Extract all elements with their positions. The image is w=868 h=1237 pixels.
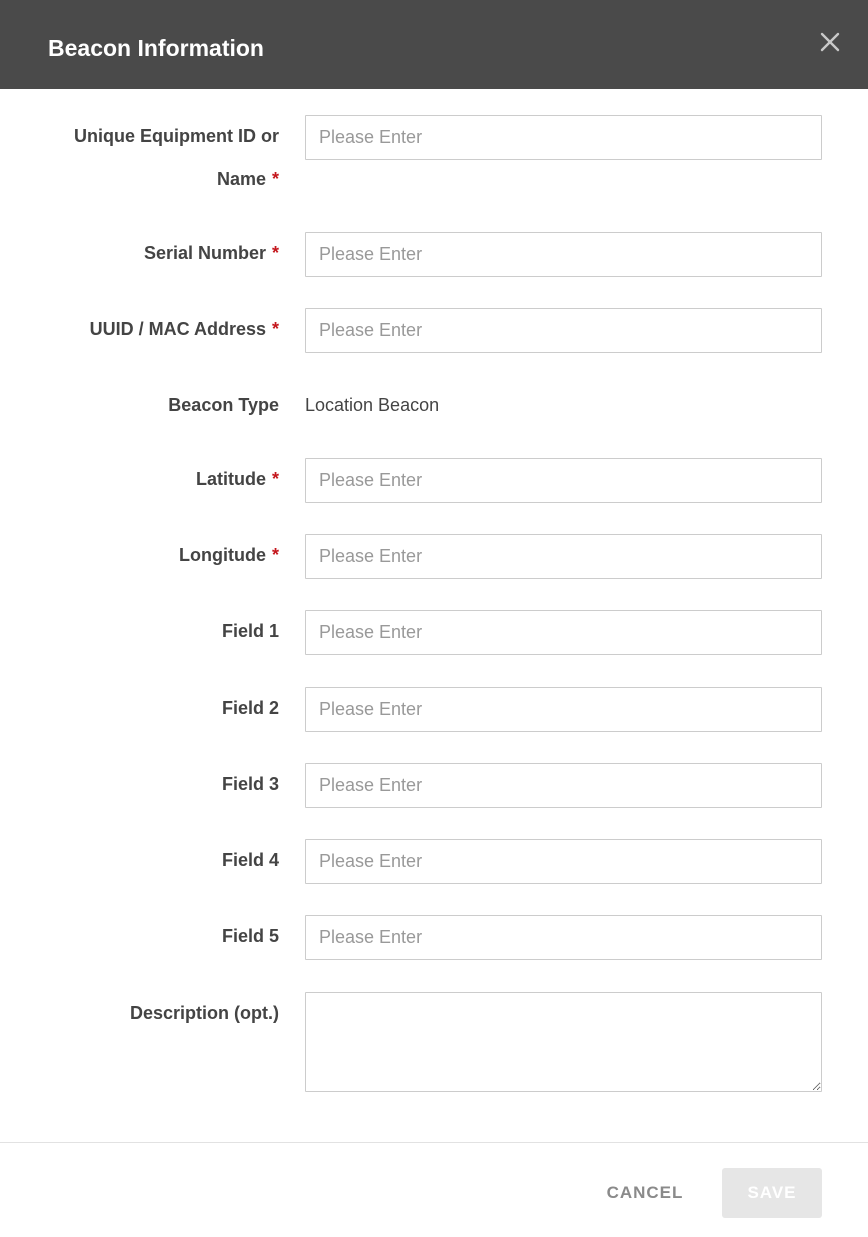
required-mark: * [271, 469, 279, 489]
latitude-label [29, 458, 279, 501]
unique-id-input[interactable] [305, 115, 822, 160]
description-textarea[interactable] [305, 992, 822, 1092]
field2-label: Field 2 [221, 698, 279, 718]
unique-id-label-line1: Unique Equipment ID or [74, 126, 279, 146]
field5-input[interactable] [305, 915, 822, 960]
footer-divider [0, 1142, 868, 1143]
longitude-label [29, 534, 279, 577]
serial-number-input[interactable] [305, 232, 822, 277]
latitude-input[interactable] [305, 458, 822, 503]
dialog-title: Beacon Information [48, 35, 264, 61]
description-label: Description (opt.) [130, 1003, 279, 1023]
uuid-mac-label-text: UUID / MAC Address [89, 319, 266, 339]
field3-input[interactable] [305, 763, 822, 808]
unique-id-label [29, 115, 279, 201]
cancel-button[interactable]: CANCEL [590, 1168, 700, 1218]
close-icon [816, 28, 846, 58]
dialog-header [0, 0, 868, 89]
field1-input[interactable] [305, 610, 822, 655]
field5-label: Field 5 [221, 926, 279, 946]
longitude-input[interactable] [305, 534, 822, 579]
unique-id-label-line2: Name [216, 169, 266, 189]
save-button[interactable]: SAVE [722, 1168, 822, 1218]
required-mark: * [271, 545, 279, 565]
required-mark: * [271, 319, 279, 339]
uuid-mac-input[interactable] [305, 308, 822, 353]
field4-label: Field 4 [221, 850, 279, 870]
required-mark: * [271, 243, 279, 263]
field4-input[interactable] [305, 839, 822, 884]
field2-input[interactable] [305, 687, 822, 732]
latitude-label-text: Latitude [195, 469, 266, 489]
required-mark: * [271, 169, 279, 189]
beacon-type-label: Beacon Type [168, 395, 279, 415]
serial-number-label-text: Serial Number [143, 243, 266, 263]
uuid-mac-label [29, 308, 279, 351]
serial-number-label [29, 232, 279, 275]
beacon-type-value: Location Beacon [305, 395, 440, 415]
field1-label: Field 1 [221, 621, 279, 641]
longitude-label-text: Longitude [179, 545, 266, 565]
field3-label: Field 3 [221, 774, 279, 794]
close-button[interactable] [816, 28, 846, 58]
